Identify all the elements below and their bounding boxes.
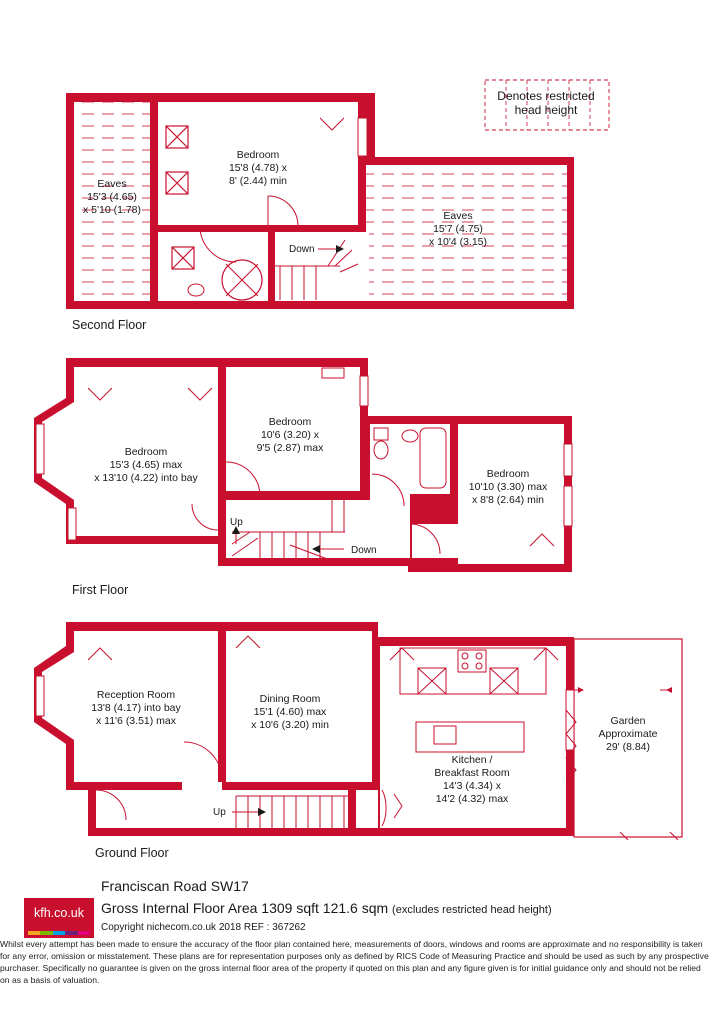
legend-line-2: head height (514, 103, 578, 117)
garden-dim1: 29' (8.84) (605, 741, 651, 753)
gia-value: Gross Internal Floor Area 1309 sqft 121.6 sqm (101, 900, 389, 916)
second-left-eaves-dim1: 15'3 (4.65) (87, 191, 137, 203)
second-right-eaves-dim1: 15'7 (4.75) (433, 223, 483, 235)
reception-room-name: Reception Room (96, 689, 176, 701)
second-floor-stair-down-label: Down (289, 244, 315, 255)
second-right-eaves-dim2: x 10'4 (3.15) (428, 236, 488, 248)
second-floor-plan (66, 93, 574, 332)
first-floor-stair-up-label: Up (230, 517, 243, 528)
first-middle-bedroom-name: Bedroom (268, 416, 312, 428)
first-front-bedroom-dim2: x 13'10 (4.22) into bay (94, 472, 198, 484)
second-right-eaves-name: Eaves (443, 210, 473, 222)
second-left-eaves-name: Eaves (97, 178, 127, 190)
second-bedroom-dim1: 15'8 (4.78) x (228, 162, 288, 174)
kitchen-dim2: 14'2 (4.32) max (435, 793, 509, 805)
dining-room-dim2: x 10'6 (3.20) min (251, 719, 329, 731)
first-middle-bedroom-dim2: 9'5 (2.87) max (256, 442, 324, 454)
logo-color-stripes (28, 931, 90, 935)
first-front-bedroom-name: Bedroom (124, 446, 168, 458)
first-floor-label: First Floor (72, 583, 129, 597)
property-address: Franciscan Road SW17 (101, 878, 249, 894)
first-rear-bedroom-dim2: x 8'8 (2.64) min (471, 494, 545, 506)
dining-room-dim1: 15'1 (4.60) max (253, 706, 327, 718)
kitchen-dim1: 14'3 (4.34) x (442, 780, 502, 792)
second-bedroom-name: Bedroom (236, 149, 280, 161)
copyright-ref: Copyright nichecom.co.uk 2018 REF : 367262 (101, 922, 306, 933)
kitchen-name-1: Kitchen / (451, 754, 493, 766)
disclaimer-text: Whilst every attempt has been made to ensure the accuracy of the floor plan contained here, measurements of doors, windows and rooms are approximate and no responsibility is taken for any error, omission or misstatement. These plans are for representation purposes only as defined by RICS Code of Measuring Practice and should be used as such by any prospective purchaser. Specifically no guarantee is given on the gross internal floor area of the property if quoted on this plan and any figure given is for initial guidance only and should not be relied on as a basis of valuation. (0, 939, 709, 985)
legend-line-1: Denotes restricted (497, 89, 595, 103)
logo-text: kfh.co.uk (33, 906, 85, 920)
second-floor-label: Second Floor (72, 318, 147, 332)
first-floor-plan (34, 358, 572, 597)
ground-floor-stair-up-label: Up (213, 807, 226, 818)
gia-note: (excludes restricted head height) (392, 904, 552, 916)
kitchen-name-2: Breakfast Room (434, 767, 510, 779)
first-front-bedroom-dim1: 15'3 (4.65) max (109, 459, 183, 471)
ground-floor-plan (34, 622, 682, 860)
first-rear-bedroom-dim1: 10'10 (3.30) max (468, 481, 548, 493)
first-middle-bedroom-dim1: 10'6 (3.20) x (260, 429, 320, 441)
garden-name-1: Garden (610, 715, 646, 727)
second-left-eaves-dim2: x 5'10 (1.78) (82, 204, 142, 216)
restricted-height-legend (485, 80, 609, 130)
gross-internal-area (101, 900, 552, 916)
first-rear-bedroom-name: Bedroom (486, 468, 530, 480)
garden-name-2: Approximate (598, 728, 658, 740)
first-floor-stair-down-label: Down (351, 545, 377, 556)
second-bedroom-dim2: 8' (2.44) min (228, 175, 288, 187)
dining-room-name: Dining Room (259, 693, 321, 705)
kfh-logo (24, 898, 94, 938)
ground-floor-label: Ground Floor (95, 846, 169, 860)
reception-room-dim1: 13'8 (4.17) into bay (91, 702, 181, 714)
reception-room-dim2: x 11'6 (3.51) max (95, 715, 177, 727)
